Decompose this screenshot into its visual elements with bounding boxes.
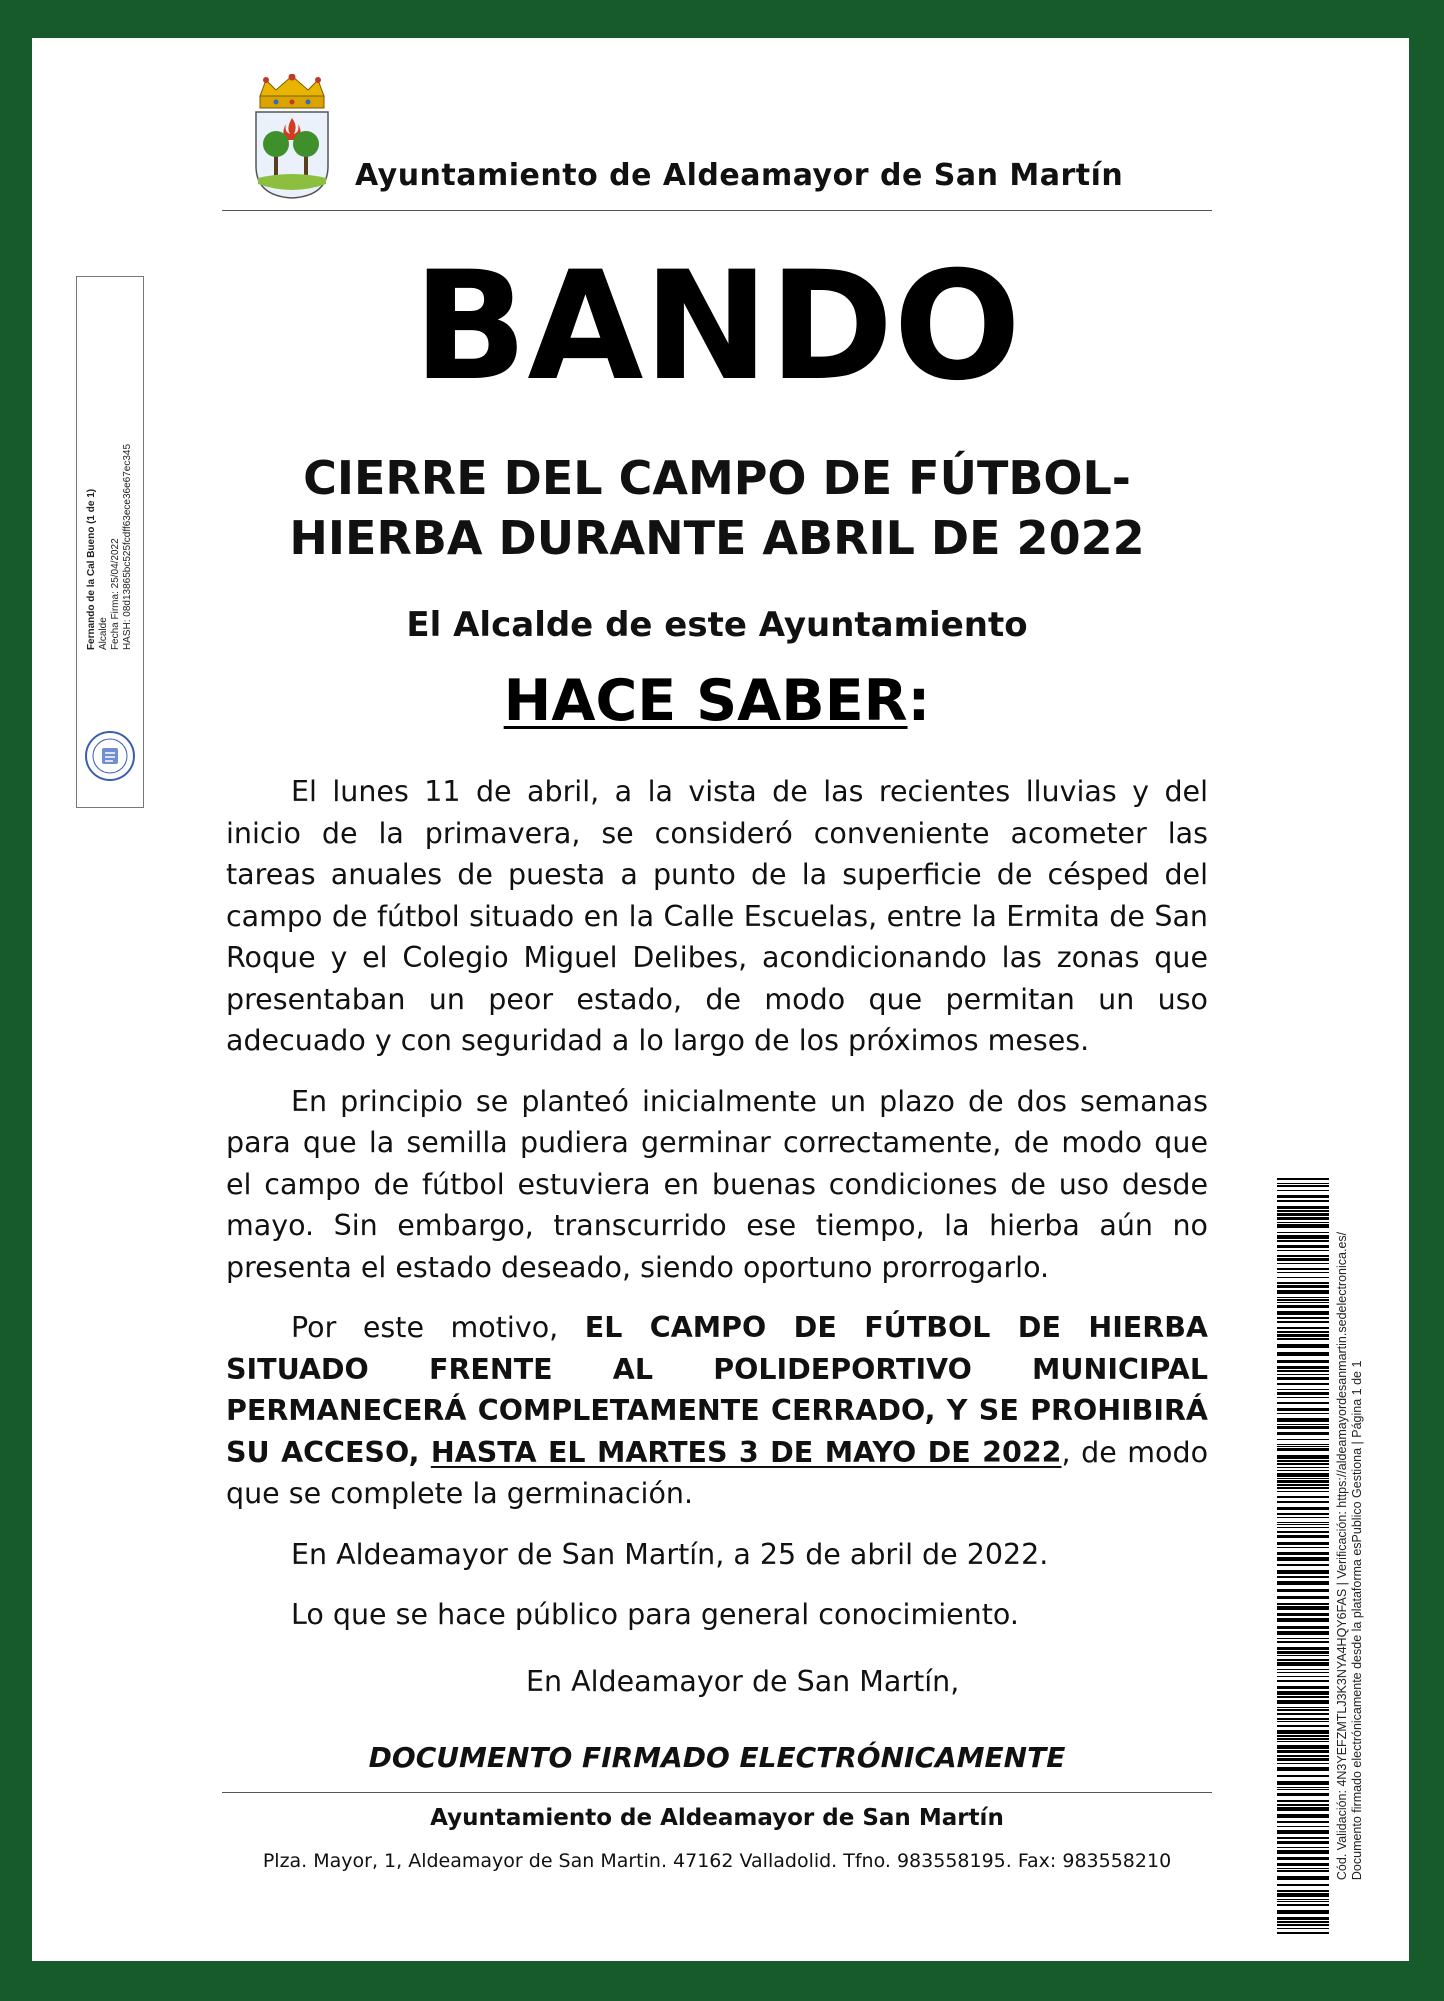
barcode-bar <box>1277 1680 1329 1682</box>
signature-hash: HASH: 08d13865bc525fcdff63ece36e67ec345 <box>122 443 133 651</box>
barcode-bar <box>1277 1910 1329 1914</box>
barcode-bar <box>1277 1263 1329 1264</box>
barcode-bar <box>1277 1439 1329 1440</box>
barcode-bar <box>1277 1613 1329 1616</box>
barcode-bar <box>1277 1651 1329 1654</box>
barcode-bar <box>1277 1626 1329 1629</box>
subtitle-line-2: HIERBA DURANTE ABRIL DE 2022 <box>289 511 1145 565</box>
barcode-bar <box>1277 1507 1329 1510</box>
barcode-bar <box>1277 1327 1329 1329</box>
barcode-bar <box>1277 1557 1329 1561</box>
signature-details <box>86 444 134 650</box>
barcode-bar <box>1277 1402 1329 1404</box>
barcode-bar <box>1277 1755 1329 1757</box>
barcode-bar <box>1277 1647 1329 1650</box>
barcode-bar <box>1277 1321 1329 1323</box>
barcode-bar <box>1277 1847 1329 1848</box>
footer-divider <box>222 1792 1212 1793</box>
barcode-bar <box>1277 1821 1329 1823</box>
barcode-bar <box>1277 1397 1329 1398</box>
signer-role: Alcalde <box>98 617 109 651</box>
barcode-bar <box>1277 1195 1329 1198</box>
barcode-bar <box>1277 1282 1329 1284</box>
header-title: Ayuntamiento de Aldeamayor de San Martín <box>355 158 1124 193</box>
barcode-bar <box>1277 1570 1329 1574</box>
barcode-bar <box>1277 1366 1329 1369</box>
verification-text <box>1335 1232 1365 1880</box>
footer-address: Plza. Mayor, 1, Aldeamayor de San Martin. 47162 Valladolid. Tfno. 983558195. Fax: 983558210 <box>262 1850 1172 1872</box>
barcode-bar <box>1277 1638 1329 1639</box>
subtitle-line-1: CIERRE DEL CAMPO DE FÚTBOL- <box>303 451 1131 505</box>
barcode-bar <box>1277 1268 1329 1270</box>
verification-line-2: Documento firmado electrónicamente desde la plataforma esPublico Gestiona | Página 1 de 1 <box>1350 1360 1364 1881</box>
barcode-bar <box>1277 1491 1329 1492</box>
barcode-bar <box>1277 1240 1329 1242</box>
paragraph-3 <box>226 1307 1208 1515</box>
barcode-bar <box>1277 1344 1329 1348</box>
barcode-bar <box>1277 1830 1329 1834</box>
barcode-bar <box>1277 1297 1329 1298</box>
official-seal-icon <box>83 729 137 783</box>
barcode-bar <box>1277 1178 1329 1180</box>
barcode-bar <box>1277 1709 1329 1711</box>
barcode-bar <box>1277 1426 1329 1429</box>
barcode-bar <box>1277 1641 1329 1643</box>
barcode-bar <box>1277 1377 1329 1380</box>
barcode-bar <box>1277 1446 1329 1447</box>
barcode-bar <box>1277 1190 1329 1191</box>
barcode-bar <box>1277 1631 1329 1635</box>
barcode-bar <box>1277 1210 1329 1212</box>
barcode-bar <box>1277 1370 1329 1372</box>
barcode-bar <box>1277 1224 1329 1228</box>
barcode-bar <box>1277 1352 1329 1356</box>
barcode-bar <box>1277 1700 1329 1704</box>
barcode-bar <box>1277 1444 1329 1445</box>
coat-of-arms-icon <box>246 74 338 200</box>
barcode-bar <box>1277 1206 1329 1209</box>
headline: BANDO <box>413 240 1021 414</box>
barcode-bar <box>1277 1473 1329 1477</box>
barcode-bar <box>1277 1338 1329 1340</box>
paragraph-4: En Aldeamayor de San Martín, a 25 de abril de 2022. <box>291 1537 1049 1571</box>
document-page <box>32 38 1409 1961</box>
paragraph-3-intro: Por este motivo, <box>291 1311 585 1344</box>
barcode-bar <box>1277 1272 1329 1273</box>
closing-place: En Aldeamayor de San Martín, <box>526 1665 960 1698</box>
barcode-bar <box>1277 1185 1329 1187</box>
signature-stamp <box>76 276 144 808</box>
barcode-bar <box>1277 1890 1329 1892</box>
barcode-bar <box>1277 1331 1329 1333</box>
barcode-bar <box>1277 1460 1329 1462</box>
barcode-bar <box>1277 1432 1329 1435</box>
mayor-line: El Alcalde de este Ayuntamiento <box>406 605 1028 645</box>
paragraph-3-end: , de modo que se complete la germinación. <box>226 1435 1209 1510</box>
barcode-bar <box>1277 1408 1329 1411</box>
barcode-bar <box>1277 1659 1329 1661</box>
barcode-bar <box>1277 1789 1329 1790</box>
barcode-bar <box>1277 1213 1329 1216</box>
barcode-bar <box>1277 1522 1329 1523</box>
barcode-bar <box>1277 1334 1329 1337</box>
hace-saber-text: HACE SABER <box>503 668 908 734</box>
barcode-bar <box>1277 1745 1329 1749</box>
barcode-bar <box>1277 1857 1329 1860</box>
barcode-bar <box>1277 1917 1329 1920</box>
barcode-bar <box>1277 1250 1329 1251</box>
barcode-bar <box>1277 1787 1329 1788</box>
barcode-bar <box>1277 1501 1329 1503</box>
barcode-bar <box>1277 1232 1329 1233</box>
hace-saber-heading <box>222 668 1212 734</box>
barcode-bar <box>1277 1245 1329 1248</box>
barcode-bar <box>1277 1738 1329 1740</box>
barcode-bar <box>1277 1735 1329 1737</box>
barcode-bar <box>1277 1750 1329 1753</box>
barcode-bar <box>1277 1392 1329 1395</box>
body-text <box>226 771 1208 1655</box>
barcode-bar <box>1277 1921 1329 1923</box>
barcode-bar <box>1277 1721 1329 1722</box>
barcode-bar <box>1277 1696 1329 1698</box>
barcode-bar <box>1277 1758 1329 1761</box>
barcode-bar <box>1277 1807 1329 1811</box>
barcode-bar <box>1277 1676 1329 1677</box>
barcode-bar <box>1277 1535 1329 1538</box>
barcode-bar <box>1277 1904 1329 1906</box>
hace-saber-colon: : <box>907 668 931 734</box>
barcode-bar <box>1277 1547 1329 1548</box>
barcode-bar <box>1277 1876 1329 1880</box>
barcode-bar <box>1277 1901 1329 1902</box>
barcode-bar <box>1277 1527 1329 1528</box>
barcode-bar <box>1277 1932 1329 1934</box>
barcode-bar <box>1277 1893 1329 1897</box>
barcode-bar <box>1277 1884 1329 1886</box>
barcode-bar <box>1277 1800 1329 1802</box>
barcode-bar <box>1277 1484 1329 1486</box>
barcode-bar <box>1277 1413 1329 1414</box>
barcode-bar <box>1277 1418 1329 1422</box>
barcode-bar <box>1277 1317 1329 1319</box>
barcode-bar <box>1277 1899 1329 1900</box>
barcode-bar <box>1277 1781 1329 1785</box>
barcode-bar <box>1277 1448 1329 1451</box>
barcode-bar <box>1277 1606 1329 1610</box>
barcode-bar <box>1277 1360 1329 1363</box>
barcode-bar <box>1277 1814 1329 1818</box>
barcode-bar <box>1277 1305 1329 1308</box>
footer-name: Ayuntamiento de Aldeamayor de San Martín <box>430 1805 1004 1831</box>
paragraph-5: Lo que se hace público para general conocimiento. <box>291 1598 1019 1631</box>
barcode-bar <box>1277 1763 1329 1764</box>
barcode-bar <box>1277 1863 1329 1866</box>
barcode-bar <box>1277 1470 1329 1471</box>
barcode-bar <box>1277 1837 1329 1839</box>
barcode-bar <box>1277 1255 1329 1257</box>
barcode-icon <box>1277 1178 1329 1934</box>
header-divider <box>222 210 1212 211</box>
paragraph-2: En principio se planteó inicialmente un plazo de dos semanas para que la semilla pudiera germinar correctamente, de modo que el campo de fútbol estuviera en buenas condiciones de uso desde mayo. Sin embargo, transcurrido ese tiempo, la hierba aún no presenta el estado deseado, siendo oportuno prorrogarlo. <box>226 1084 1208 1284</box>
barcode-bar <box>1277 1183 1329 1184</box>
barcode-bar <box>1277 1552 1329 1555</box>
barcode-bar <box>1277 1841 1329 1844</box>
barcode-bar <box>1277 1713 1329 1715</box>
barcode-bar <box>1277 1478 1329 1479</box>
barcode-bar <box>1277 1775 1329 1777</box>
barcode-bar <box>1277 1302 1329 1303</box>
barcode-bar <box>1277 1311 1329 1315</box>
barcode-bar <box>1277 1513 1329 1515</box>
barcode-bar <box>1277 1564 1329 1566</box>
barcode-bar <box>1277 1581 1329 1585</box>
barcode-bar <box>1277 1793 1329 1796</box>
barcode-bar <box>1277 1290 1329 1294</box>
barcode-bar <box>1277 1299 1329 1301</box>
barcode-bar <box>1277 1928 1329 1929</box>
barcode-bar <box>1277 1618 1329 1622</box>
barcode-bar <box>1277 1725 1329 1727</box>
barcode-bar <box>1277 1718 1329 1720</box>
barcode-bar <box>1277 1826 1329 1827</box>
barcode-bar <box>1277 1374 1329 1375</box>
barcode-bar <box>1277 1655 1329 1656</box>
barcode-bar <box>1277 1870 1329 1872</box>
barcode-bar <box>1277 1662 1329 1666</box>
barcode-bar <box>1277 1686 1329 1689</box>
barcode-bar <box>1277 1576 1329 1578</box>
barcode-bar <box>1277 1285 1329 1288</box>
paragraph-3-deadline: HASTA EL MARTES 3 DE MAYO DE 2022 <box>430 1435 1062 1469</box>
barcode-bar <box>1277 1222 1329 1223</box>
barcode-bar <box>1277 1868 1329 1869</box>
barcode-bar <box>1277 1424 1329 1425</box>
barcode-bar <box>1277 1277 1329 1278</box>
signer-name: Fernando de la Cal Bueno (1 de 1) <box>86 488 97 651</box>
barcode-bar <box>1277 1467 1329 1468</box>
barcode-bar <box>1277 1517 1329 1518</box>
barcode-bar <box>1277 1804 1329 1806</box>
barcode-bar <box>1277 1741 1329 1742</box>
barcode-bar <box>1277 1691 1329 1695</box>
barcode-bar <box>1277 1924 1329 1926</box>
barcode-bar <box>1277 1603 1329 1605</box>
barcode-bar <box>1277 1389 1329 1390</box>
barcode-bar <box>1277 1669 1329 1670</box>
barcode-bar <box>1277 1258 1329 1261</box>
barcode-bar <box>1277 1707 1329 1708</box>
barcode-bar <box>1277 1524 1329 1525</box>
barcode-bar <box>1277 1235 1329 1239</box>
barcode-bar <box>1277 1200 1329 1202</box>
barcode-bar <box>1277 1383 1329 1385</box>
barcode-bar <box>1277 1589 1329 1592</box>
barcode-bar <box>1277 1672 1329 1673</box>
barcode-bar <box>1277 1767 1329 1771</box>
barcode-bar <box>1277 1542 1329 1545</box>
barcode-bar <box>1277 1496 1329 1498</box>
verification-line-1: Cód. Validación: 4N3YEFZMTLJ3K3NYA4HQY6FAS | Verificación: https://aldeamayordesanmartin.sedelectronica.es/ <box>1335 1231 1349 1881</box>
barcode-bar <box>1277 1463 1329 1465</box>
barcode-bar <box>1277 1596 1329 1599</box>
barcode-bar <box>1277 1850 1329 1854</box>
paragraph-3-bold: EL CAMPO DE FÚTBOL DE HIERBA SITUADO FRENTE AL POLIDEPORTIVO MUNICIPAL PERMANECERÁ COMPLETAMENTE CERRADO, Y SE PROHIBIRÁ SU ACCESO, <box>226 1311 1208 1469</box>
barcode-bar <box>1277 1487 1329 1489</box>
paragraph-1: El lunes 11 de abril, a la vista de las recientes lluvias y del inicio de la primavera, se consideró conveniente acometer las tareas anuales de puesta a punto de la superficie de césped del campo de fútbol situado en la Calle Escuelas, entre la Ermita de San Roque y el Colegio Miguel Delibes, acondicionando las zonas que presentaban un peor estado, de modo que permitan un uso adecuado y con seguridad a lo largo de los próximos meses. <box>226 775 1208 1057</box>
barcode-bar <box>1277 1455 1329 1459</box>
barcode-bar <box>1277 1531 1329 1533</box>
signature-date: Fecha Firma: 25/04/2022 <box>110 538 121 651</box>
barcode-bar <box>1277 1480 1329 1483</box>
signed-note: DOCUMENTO FIRMADO ELECTRÓNICAMENTE <box>368 1741 1066 1774</box>
barcode-bar <box>1277 1730 1329 1734</box>
barcode-bar <box>1277 1217 1329 1220</box>
subtitle <box>222 448 1212 568</box>
